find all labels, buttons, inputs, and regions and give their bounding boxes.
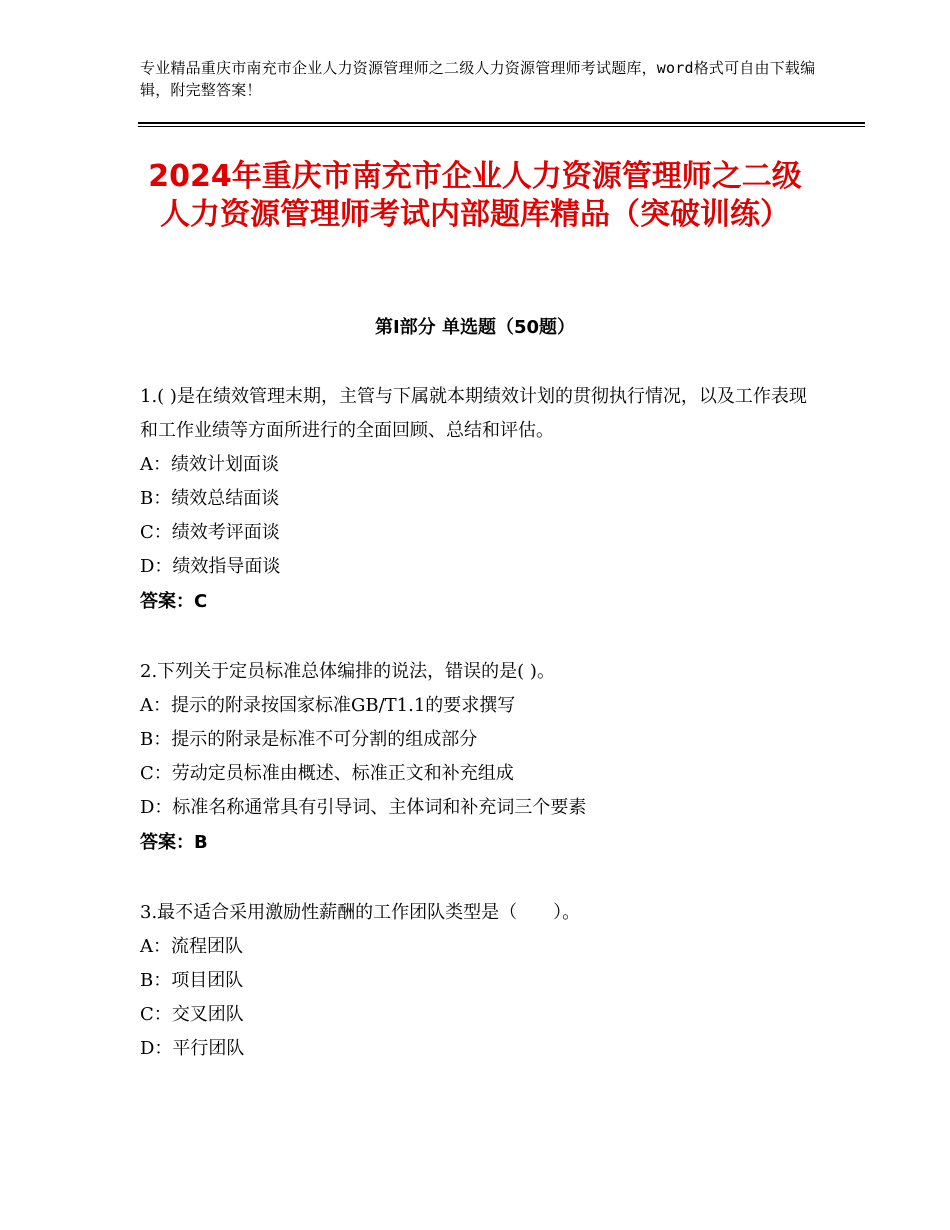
option-d: D：绩效指导面谈 [140,556,281,577]
header-divider-thick [138,122,865,124]
option-d: D：标准名称通常具有引导词、主体词和补充词三个要素 [140,797,587,818]
option-b: B：绩效总结面谈 [140,488,280,509]
question-stem: 3.最不适合采用激励性薪酬的工作团队类型是（ ）。 [140,902,581,923]
question-stem: 2.下列关于定员标准总体编排的说法，错误的是( )。 [140,661,555,682]
option-c: C：绩效考评面谈 [140,522,280,543]
option-c: C：劳动定员标准由概述、标准正文和补充组成 [140,763,514,784]
header-note: 专业精品重庆市南充市企业人力资源管理师之二级人力资源管理师考试题库，word格式可自由下载编辑，附完整答案！ [140,59,816,99]
option-a: A：流程团队 [140,936,243,957]
question-1 [140,380,820,619]
question-2 [140,655,820,860]
option-c: C：交叉团队 [140,1004,244,1025]
question-3 [140,896,820,1066]
answer-key: 答案：C [140,591,208,612]
answer-key: 答案：B [140,832,208,853]
option-d: D：平行团队 [140,1038,245,1059]
option-b: B：项目团队 [140,970,244,991]
header-divider-thin [138,126,865,127]
section-title: 第Ⅰ部分 单选题（50题） [374,317,575,338]
option-a: A：绩效计划面谈 [140,454,279,475]
document-title: 2024年重庆市南充市企业人力资源管理师之二级人力资源管理师考试内部题库精品（突破训练） [148,159,802,232]
question-stem: 1.( )是在绩效管理末期，主管与下属就本期绩效计划的贯彻执行情况，以及工作表现和工作业绩等方面所进行的全面回顾、总结和评估。 [140,386,807,441]
option-b: B：提示的附录是标准不可分割的组成部分 [140,729,478,750]
question-list [140,380,820,1102]
option-a: A：提示的附录按国家标准GB/T1.1的要求撰写 [140,695,516,716]
